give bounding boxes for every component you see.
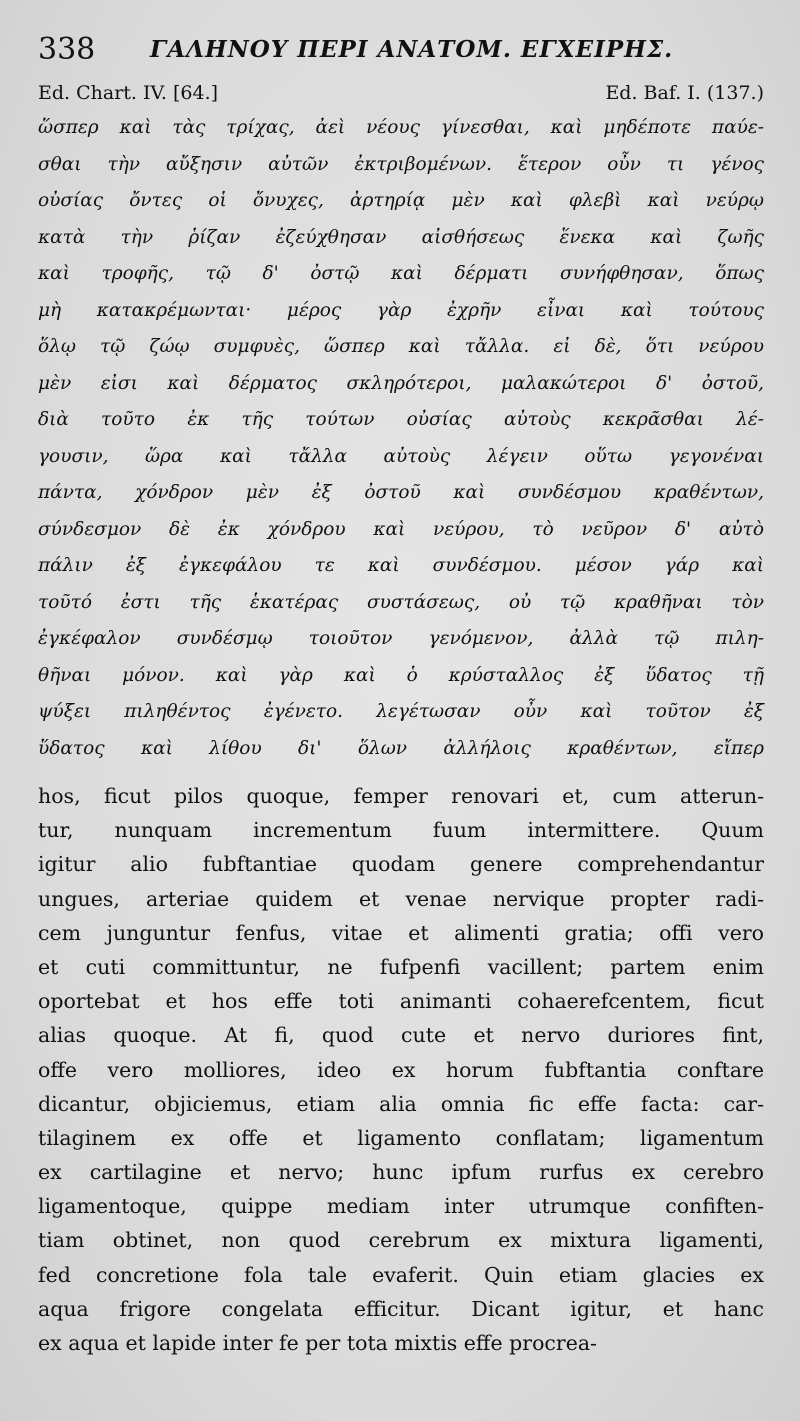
latin-line: tur, nunquam incrementum fuum intermittere. Quum <box>38 818 764 843</box>
latin-line: hos, ficut pilos quoque, femper renovari et, cum atterun- <box>38 784 764 808</box>
greek-line: ὕδατος καὶ λίθου δι' ὅλων ἀλλήλοις κραθέντων, εἴπερ <box>38 737 764 759</box>
greek-line: ὥσπερ καὶ τὰς τρίχας, ἀεὶ νέους γίνεσθαι, καὶ μηδέποτε παύε- <box>38 117 764 138</box>
edition-reference-chartier: Ed. Chart. IV. [64.] <box>38 82 219 104</box>
latin-line: ex cartilagine et nervo; hunc ipfum rurfus ex cerebro <box>38 1160 764 1185</box>
latin-line: ligamentoque, quippe mediam inter utrumque confiften- <box>38 1194 764 1219</box>
running-head <box>38 30 768 70</box>
running-title: ΓΑΛΗΝΟΥ ΠΕΡΙ ΑΝΑΤΟΜ. ΕΓΧΕΙΡΗΣ. <box>150 36 674 63</box>
greek-line: γουσιν, ὥρα καὶ τἄλλα αὐτοὺς λέγειν οὕτω γεγονέναι <box>38 445 764 467</box>
greek-line: πάντα, χόνδρον μὲν ἐξ ὀστοῦ καὶ συνδέσμου κραθέντων, <box>38 482 764 503</box>
greek-line: τοῦτό ἐστι τῆς ἑκατέρας συστάσεως, οὐ τῷ κραθῆναι τὸν <box>38 591 764 613</box>
latin-line: cem junguntur fenfus, vitae et alimenti gratia; offi vero <box>38 920 764 945</box>
latin-line: oportebat et hos effe toti animanti cohaerefcentem, ficut <box>38 989 764 1014</box>
latin-line: ex aqua et lapide inter fe per tota mixtis effe procrea- <box>38 1331 597 1355</box>
greek-line: θῆναι μόνον. καὶ γὰρ καὶ ὁ κρύσταλλος ἐξ ὕδατος τῇ <box>38 664 764 686</box>
latin-line: offe vero molliores, ideo ex horum fubftantia conftare <box>38 1057 764 1082</box>
greek-line: ψύξει πιληθέντος ἐγένετο. λεγέτωσαν οὖν καὶ τοῦτον ἐξ <box>38 701 764 722</box>
greek-line: σθαι τὴν αὔξησιν αὐτῶν ἐκτριβομένων. ἕτερον οὖν τι γένος <box>38 153 764 175</box>
latin-translation <box>38 779 764 1360</box>
greek-line: ὅλῳ τῷ ζώῳ συμφυὲς, ὥσπερ καὶ τἄλλα. εἰ δὲ, ὅτι νεύρου <box>38 336 764 357</box>
greek-line: διὰ τοῦτο ἐκ τῆς τούτων οὐσίας αὐτοὺς κεκρᾶσθαι λέ- <box>38 409 764 430</box>
latin-line: alias quoque. At fi, quod cute et nervo duriores fint, <box>38 1023 764 1048</box>
latin-line: dicantur, objiciemus, etiam alia omnia fic effe facta: car- <box>38 1091 764 1116</box>
latin-line: tilaginem ex offe et ligamento conflatam; ligamentum <box>38 1125 764 1150</box>
latin-line: tiam obtinet, non quod cerebrum ex mixtura ligamenti, <box>38 1228 764 1253</box>
greek-text <box>38 110 764 767</box>
greek-line: μὲν εἰσι καὶ δέρματος σκληρότεροι, μαλακώτεροι δ' ὀστοῦ, <box>38 372 764 394</box>
greek-line: μὴ κατακρέμωνται· μέρος γὰρ ἐχρῆν εἶναι καὶ τούτους <box>38 299 764 321</box>
page-number: 338 <box>38 32 96 67</box>
latin-line: aqua frigore congelata efficitur. Dicant igitur, et hanc <box>38 1296 764 1321</box>
greek-line: ἐγκέφαλον συνδέσμῳ τοιοῦτον γενόμενον, ἀλλὰ τῷ πιλη- <box>38 628 764 649</box>
greek-line: κατὰ τὴν ῥίζαν ἐζεύχθησαν αἰσθήσεως ἕνεκα καὶ ζωῆς <box>38 226 764 248</box>
greek-line: οὐσίας ὄντες οἱ ὄνυχες, ἀρτηρίᾳ μὲν καὶ φλεβὶ καὶ νεύρῳ <box>38 190 764 211</box>
greek-line: σύνδεσμον δὲ ἐκ χόνδρου καὶ νεύρου, τὸ νεῦρον δ' αὐτὸ <box>38 518 764 540</box>
latin-line: igitur alio fubftantiae quodam genere comprehendantur <box>38 852 764 877</box>
greek-line: καὶ τροφῆς, τῷ δ' ὀστῷ καὶ δέρματι συνήφθησαν, ὅπως <box>38 263 764 284</box>
latin-line: et cuti committuntur, ne fufpenfi vacillent; partem enim <box>38 954 764 979</box>
edition-reference-basel: Ed. Baf. I. (137.) <box>605 82 764 104</box>
edition-references <box>38 78 764 108</box>
latin-line: fed concretione fola tale evaferit. Quin etiam glacies ex <box>38 1262 764 1287</box>
greek-line: πάλιν ἐξ ἐγκεφάλου τε καὶ συνδέσμου. μέσον γάρ καὶ <box>38 555 764 576</box>
latin-line: ungues, arteriae quidem et venae nervique propter radi- <box>38 886 764 911</box>
